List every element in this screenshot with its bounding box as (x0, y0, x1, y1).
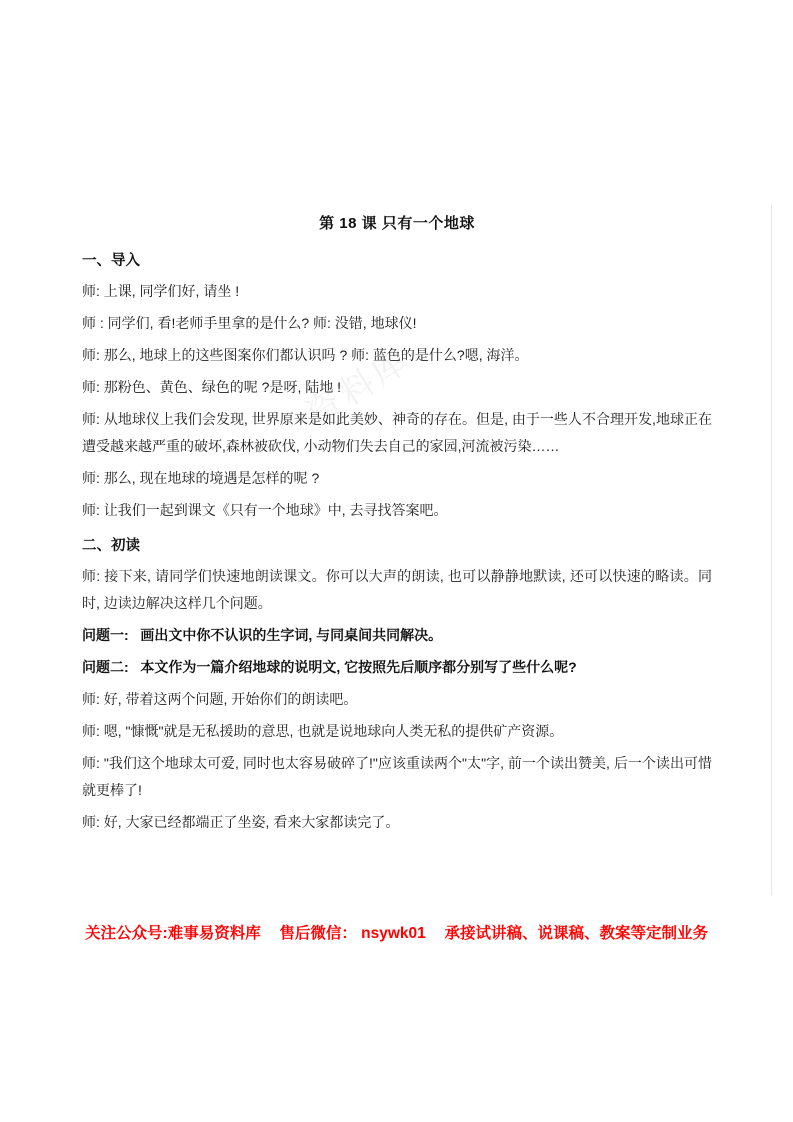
section-heading-2: 二、初读 (82, 538, 140, 554)
paragraph: 师: 好, 带着这两个问题, 开始你们的朗读吧。 (82, 691, 358, 707)
paragraph: 师: 那么, 现在地球的境遇是怎样的呢 ? (82, 470, 320, 486)
question-text: 本文作为一篇介绍地球的说明文, 它按照先后顺序都分别写了些什么呢? (140, 659, 577, 675)
document-body (82, 212, 712, 841)
paragraph: 师: 那么, 地球上的这些图案你们都认识吗 ? 师: 蓝色的是什么?嗯, 海洋。 (82, 347, 529, 363)
footer-promo-text (85, 921, 708, 943)
footer-segment-wechat-id: nsywk01 (361, 925, 426, 942)
footer-segment-account: 关注公众号:难事易资料库 (85, 925, 261, 942)
question-label: 问题一: (82, 627, 129, 643)
footer-segment-services: 承接试讲稿、说课稿、教案等定制业务 (444, 925, 708, 942)
paragraph: 师: 接下来, 请同学们快速地朗读课文。你可以大声的朗读, 也可以静静地默读, 还可以快速的略读。同时, 边读边解决这样几个问题。 (82, 568, 712, 611)
paragraph: 师: 从地球仪上我们会发现, 世界原来是如此美妙、神奇的存在。但是, 由于一些人不合理开发,地球正在遭受越来越严重的破坏,森林被砍伐, 小动物们失去自己的家园,河流被污染…… (82, 411, 712, 454)
paragraph: 师: 好, 大家已经都端正了坐姿, 看来大家都读完了。 (82, 814, 400, 830)
question-text: 画出文中你不认识的生字词, 与同桌间共同解决。 (140, 627, 443, 643)
page-edge-line (771, 205, 772, 895)
question-label: 问题二: (82, 659, 129, 675)
page-title: 第 18 课 只有一个地球 (319, 215, 475, 232)
paragraph: 师: 让我们一起到课文《只有一个地球》中, 去寻找答案吧。 (82, 502, 448, 518)
section-heading-1: 一、导入 (82, 253, 140, 269)
watermark-text: 资料库 (300, 341, 418, 434)
paragraph: 师: "我们这个地球太可爱, 同时也太容易破碎了!"应该重读两个"太"字, 前一个读出赞美, 后一个读出可惜就更棒了! (82, 755, 712, 798)
question-item (82, 654, 712, 681)
paragraph: 师: 嗯, "慷慨"就是无私援助的意思, 也就是说地球向人类无私的提供矿产资源。 (82, 723, 564, 739)
paragraph: 师: 那粉色、黄色、绿色的呢 ?是呀, 陆地 ! (82, 379, 342, 395)
paragraph: 师: 上课, 同学们好, 请坐 ! (82, 283, 240, 299)
question-item (82, 622, 712, 649)
paragraph: 师 : 同学们, 看!老师手里拿的是什么? 师: 没错, 地球仪! (82, 315, 417, 331)
footer-promo-banner (0, 915, 793, 949)
footer-segment-wechat-label: 售后微信： (279, 925, 357, 942)
